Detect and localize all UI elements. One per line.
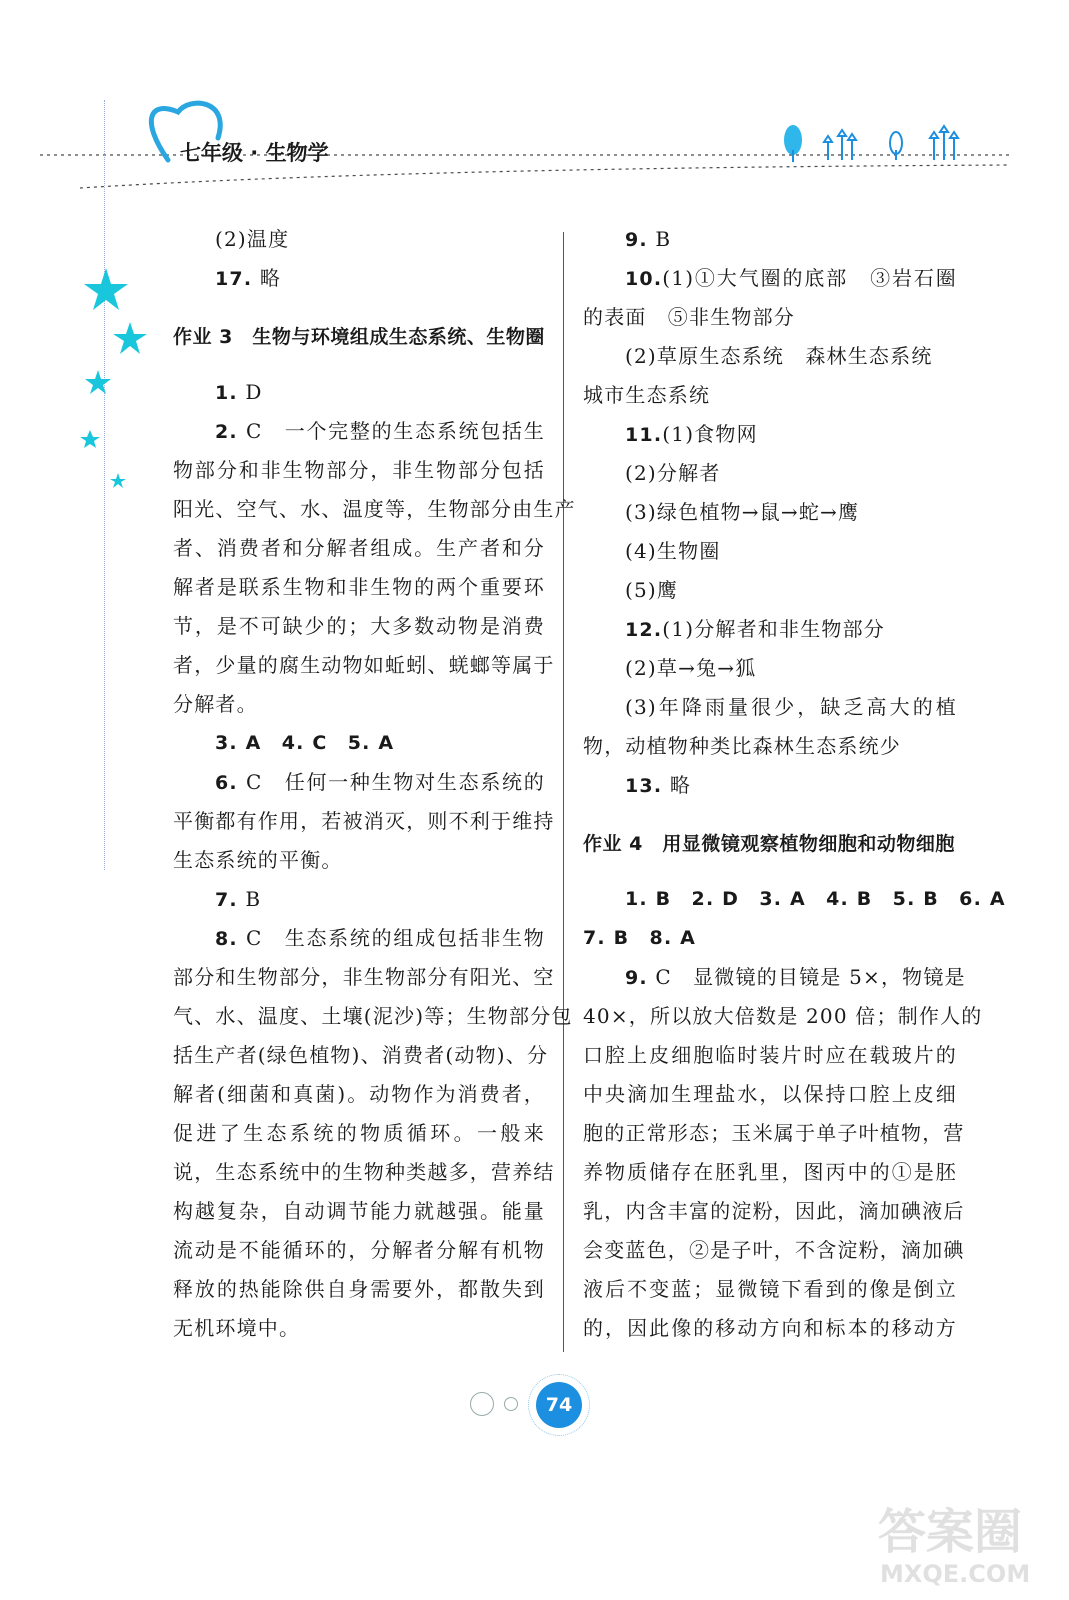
answer-line: 解者是联系生物和非生物的两个重要环 [173,575,545,599]
stars-decoration [70,260,150,500]
answer-line: 的，因此像的移动方向和标本的移动方 [583,1316,957,1340]
answer-line: 说，生态系统中的生物种类越多，营养结 [173,1160,555,1184]
answer-line: 分解者。 [173,692,258,716]
answer-line: 6. C 任何一种生物对生态系统的 [215,770,545,794]
answer-line: 7. B [215,887,262,911]
answer-line: 构越复杂，自动调节能力就越强。能量 [173,1199,545,1223]
watermark-logo [868,1490,1058,1590]
answer-line: 1. D [215,380,263,404]
answer-line: 3. A 4. C 5. A [215,732,395,754]
answer-line: (2)分解者 [625,461,721,485]
star-icon [80,430,100,448]
answer-line: 城市生态系统 [583,383,711,407]
star-icon [110,473,126,488]
answer-line: 的表面 ⑤非生物部分 [583,305,795,329]
answer-line: 11.(1)食物网 [625,422,758,446]
answer-line: 生态系统的平衡。 [173,848,343,872]
answer-line: 2. C 一个完整的生态系统包括生 [215,419,545,443]
answer-line: 10.(1)①大气圈的底部 ③岩石圈 [625,266,957,290]
footer-circle-decoration [504,1397,518,1411]
answer-line: 括生产者(绿色植物)、消费者(动物)、分 [173,1043,549,1067]
page-number: 74 [536,1382,582,1428]
answer-line: 乳，内含丰富的淀粉，因此，滴加碘液后 [583,1199,965,1223]
answer-line: 者，少量的腐生动物如蚯蚓、蜣螂等属于 [173,653,555,677]
answer-line: (3)年降雨量很少，缺乏高大的植 [625,695,957,719]
star-icon [84,268,128,310]
left-column [173,220,576,1348]
answer-line: 物，动植物种类比森林生态系统少 [583,734,901,758]
answer-line: 解者(细菌和真菌)。动物作为消费者， [173,1082,545,1106]
answer-line: (2)草→兔→狐 [625,656,757,680]
answer-line: 养物质储存在胚乳里，图丙中的①是胚 [583,1160,957,1184]
answer-line: 中央滴加生理盐水，以保持口腔上皮细 [583,1082,957,1106]
answer-line: 7. B 8. A [583,927,697,949]
star-icon [85,370,111,394]
answer-line: (2)草原生态系统 森林生态系统 [625,344,933,368]
answer-line: 胞的正常形态；玉米属于单子叶植物，营 [583,1121,965,1145]
answer-line: 无机环境中。 [173,1316,301,1340]
column-divider [563,232,564,1352]
section-heading: 作业 3 生物与环境组成生态系统、生物圈 [173,326,545,348]
answer-line: 液后不变蓝；显微镜下看到的像是倒立 [583,1277,957,1301]
answer-line: 40×，所以放大倍数是 200 倍；制作人的 [583,1004,983,1028]
answer-line: 口腔上皮细胞临时装片时应在载玻片的 [583,1043,957,1067]
header-decoration [0,0,1069,200]
answer-line: (5)鹰 [625,578,679,602]
header-dotted-curve [80,165,1010,188]
answer-line: 促进了生态系统的物质循环。一般来 [173,1121,545,1145]
footer-circle-decoration [470,1392,494,1416]
answer-line: 8. C 生态系统的组成包括非生物 [215,926,545,950]
tulip-icon [784,125,958,162]
header-title: 七年级 · 生物学 [180,141,329,165]
section-heading: 作业 4 用显微镜观察植物细胞和动物细胞 [583,833,955,855]
answer-line: 会变蓝色，②是子叶，不含淀粉，滴加碘 [583,1238,965,1262]
answer-line: 节，是不可缺少的；大多数动物是消费 [173,614,545,638]
answer-line: 者、消费者和分解者组成。生产者和分 [173,536,545,560]
answer-line: 释放的热能除供自身需要外，都散失到 [173,1277,545,1301]
star-icon [113,322,147,354]
answer-line: 9. C 显微镜的目镜是 5×，物镜是 [625,965,966,989]
answer-line: (3)绿色植物→鼠→蛇→鹰 [625,500,860,524]
svg-text:答案圈: 答案圈 [878,1504,1023,1560]
answer-line: 13. 略 [625,773,692,797]
answer-line: 平衡都有作用，若被消灭，则不利于维持 [173,809,555,833]
answer-line: 阳光、空气、水、温度等，生物部分由生产 [173,497,576,521]
right-column [583,220,1006,1348]
answer-line: 1. B 2. D 3. A 4. B 5. B 6. A [625,888,1006,910]
answer-line: 12.(1)分解者和非生物部分 [625,617,885,641]
answer-line: 9. B [625,227,672,251]
answer-line: 物部分和非生物部分，非生物部分包括 [173,458,545,482]
answer-line: (4)生物圈 [625,539,721,563]
answer-line: 17. 略 [215,266,282,290]
answer-line: 流动是不能循环的，分解者分解有机物 [173,1238,545,1262]
answer-line: (2)温度 [215,227,290,251]
answer-line: 部分和生物部分，非生物部分有阳光、空 [173,965,555,989]
svg-text:MXQE.COM: MXQE.COM [880,1560,1031,1588]
answer-line: 气、水、温度、土壤(泥沙)等；生物部分包 [173,1004,573,1028]
